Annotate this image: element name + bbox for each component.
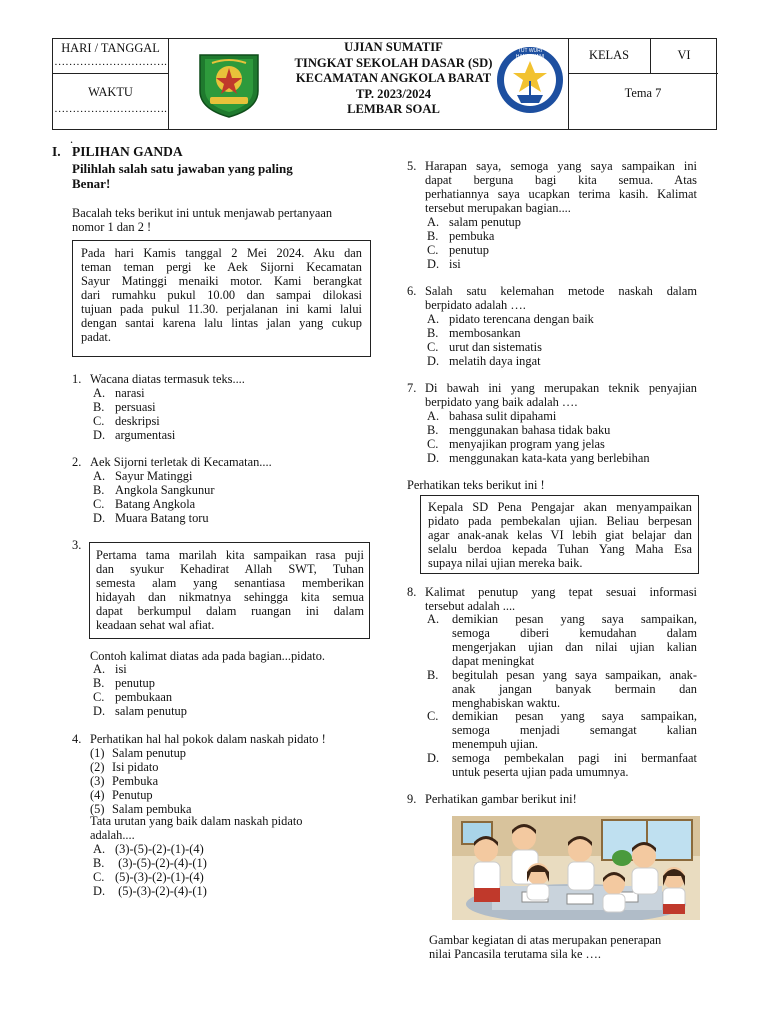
- list-item: (3) Pembuka: [90, 774, 159, 788]
- passage-2-box: Kepala SD Pena Pengajar akan menyampaikan pidato pada pembekalan ujian. Beliau berpesan agar anak-anak kelas VI lebih giat belajar dan selalu berdoa kepada Tuhan Yang Maha Esa supaya nilai ujian mereka baik.: [420, 495, 699, 574]
- option-c[interactable]: C. penutup: [427, 243, 489, 257]
- option-c[interactable]: C. menyajikan program yang jelas: [427, 437, 605, 451]
- tut-wuri-handayani-icon: TUT WURI HANDAYANI: [495, 45, 565, 115]
- exam-title-block: UJIAN SUMATIF TINGKAT SEKOLAH DASAR (SD) KECAMATAN ANGKOLA BARAT TP. 2023/2024 LEMBAR SOAL: [294, 40, 493, 116]
- hari-tanggal-field: ………………………….: [54, 56, 167, 68]
- option-b[interactable]: B. menggunakan bahasa tidak baku: [427, 423, 611, 437]
- option-c[interactable]: C. deskripsi: [93, 414, 160, 428]
- stray-dot: .: [70, 132, 74, 146]
- passage-intro: Bacalah teks berikut ini untuk menjawab pertanyaan: [72, 206, 333, 220]
- section-title: PILIHAN GANDA: [72, 144, 183, 159]
- option-d[interactable]: D. (5)-(3)-(2)-(4)-(1): [93, 884, 207, 898]
- option-c[interactable]: C. pembukaan: [93, 690, 173, 704]
- passage-1-box: [72, 240, 371, 357]
- option-a[interactable]: A. salam penutup: [427, 215, 521, 229]
- kelas-value: VI: [677, 48, 691, 62]
- option-d[interactable]: D. isi: [427, 257, 461, 271]
- option-c[interactable]: C. urut dan sistematis: [427, 340, 542, 354]
- option-d[interactable]: D. melatih daya ingat: [427, 354, 541, 368]
- option-c[interactable]: C. Batang Angkola: [93, 497, 196, 511]
- hari-tanggal-label: HARI / TANGGAL: [61, 41, 160, 55]
- option-d[interactable]: D. Muara Batang toru: [93, 511, 209, 525]
- children-studying-illustration: [452, 816, 700, 920]
- option-a[interactable]: A. pidato terencana dengan baik: [427, 312, 594, 326]
- section-instruction: Pilihlah salah satu jawaban yang paling: [72, 161, 293, 176]
- list-item: (4) Penutup: [90, 788, 153, 802]
- list-item: (1) Salam penutup: [90, 746, 186, 760]
- option-a[interactable]: A. (3)-(5)-(2)-(1)-(4): [93, 842, 204, 856]
- section-instruction: Benar!: [72, 176, 111, 191]
- option-a[interactable]: A. bahasa sulit dipahami: [427, 409, 557, 423]
- option-c[interactable]: C. (5)-(3)-(2)-(1)-(4): [93, 870, 204, 884]
- option-b[interactable]: B. pembuka: [427, 229, 495, 243]
- option-d[interactable]: D. argumentasi: [93, 428, 176, 442]
- option-b[interactable]: B. penutup: [93, 676, 155, 690]
- speech-excerpt-box: Pertama tama marilah kita sampaikan rasa puji dan syukur Kehadirat Allah SWT, Tuhan semesta alam yang senantiasa memberikan hidayah dan nikmatnya sehingga kita semua dapat berkumpul dalam ruangan ini dalam keadaan sehat wal afiat.: [89, 542, 370, 639]
- header-table: [52, 38, 717, 130]
- option-a[interactable]: A. narasi: [93, 386, 145, 400]
- passage-intro: nomor 1 dan 2 !: [72, 220, 152, 234]
- option-d[interactable]: D. salam penutup: [93, 704, 187, 718]
- passage-2-intro: Perhatikan teks berikut ini !: [407, 478, 545, 492]
- option-d[interactable]: D. menggunakan kata-kata yang berlebihan: [427, 451, 650, 465]
- option-b[interactable]: B. persuasi: [93, 400, 156, 414]
- tema-label: Tema 7: [624, 86, 662, 100]
- passage-1-text: Pada hari Kamis tanggal 2 Mei 2024. Aku dan teman teman pergi ke Aek Sijorni Kecamatan Sayur Matinggi menaiki motor. Kami berangkat dari rumahku pukul 10.00 dan sampai dilokasi tujuan pada pukul 11.30. perjalanan ini kami lalui dengan santai karena lalu lintas jalan yang cukup padat.: [81, 246, 362, 344]
- list-item: (2) Isi pidato: [90, 760, 159, 774]
- option-b[interactable]: B. Angkola Sangkunur: [93, 483, 215, 497]
- option-b[interactable]: B. (3)-(5)-(2)-(4)-(1): [93, 856, 207, 870]
- section-number: I.: [52, 144, 61, 159]
- list-item: (5) Salam pembuka: [90, 802, 192, 816]
- kelas-label: KELAS: [589, 48, 629, 62]
- option-a[interactable]: A. Sayur Matinggi: [93, 469, 193, 483]
- option-a[interactable]: A. isi: [93, 662, 127, 676]
- waktu-label: WAKTU: [88, 85, 133, 99]
- option-b[interactable]: B. membosankan: [427, 326, 521, 340]
- waktu-field: ………………………….: [54, 103, 167, 115]
